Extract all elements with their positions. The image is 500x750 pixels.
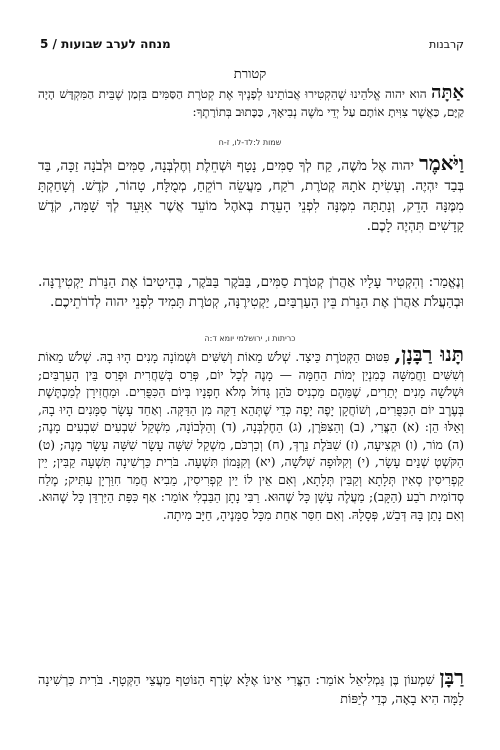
verse-paragraph: [38, 153, 464, 236]
page-header: [40, 34, 464, 54]
intro-paragraph: [38, 84, 464, 121]
section-title: קטורת: [233, 67, 267, 82]
baraita-paragraph: [38, 342, 465, 524]
intro-lead-word: אַתָּה: [431, 82, 464, 103]
source-citation-2: כריתות ו, ירושלמי יומא ד:ה: [204, 334, 296, 343]
verse-text: יהוה אֶל מֹשֶׁה, קַח לְךָ סַמִּים, נָטָף וּשְׁחֵלֶת וְחֶלְבְּנָה, סַמִּים וּלְבֹנָה זַכָּה, בַּד בְּבַד יִהְיֶה. וְעָשִׂיתָ אֹתָהּ קְטֹרֶת, רֹקַח, מַעֲשֵׂה רוֹקֵחַ, מְמֻלָּח, טָהוֹר, קֹדֶשׁ. וְשָׁחַקְתָּ מִמֶּנָּה הָדֵק, וְנָתַתָּה מִמֶּנָּה לִפְנֵי הָעֵדֻת בְּאֹהֶל מוֹעֵד אֲשֶׁר אִוָּעֵד לְךָ שָׁמָּה, קֹדֶשׁ קָדָשִׁים תִּהְיֶה לָכֶם.: [38, 158, 464, 234]
rabban-paragraph: [38, 665, 464, 709]
section-header: קרבנות: [428, 37, 464, 51]
baraita-text: פִּטּוּם הַקְּטֹרֶת כֵּיצַד. שְׁלֹשׁ מֵאוֹת וְשִׁשִּׁים וּשְׁמוֹנָה מָנִים הָיוּ בָהּ. שְׁלֹשׁ מֵאוֹת וְשִׁשִּׁים וַחֲמִשָּׁה כְּמִנְיַן יְמוֹת הַחַמָּה — מָנֶה לְכָל יוֹם, פְּרַס בְּשַׁחֲרִית וּפְרַס בֵּין הָעַרְבַּיִם; וּשְׁלֹשָׁה מָנִים יְתֵרִים, שֶׁמֵּהֶם מַכְנִיס כֹּהֵן גָּדוֹל מְלֹא חָפְנָיו בְּיוֹם הַכִּפֻּרִים. וּמַחֲזִירָן לְמַכְתֶּשֶׁת בְּעֶרֶב יוֹם הַכִּפֻּרִים, וְשׁוֹחֲקָן יָפֶה יָפֶה כְּדֵי שֶׁתְּהֵא דַקָּה מִן הַדַּקָּה. וְאַחַד עָשָׂר סַמָּנִים הָיוּ בָהּ, וְאֵלּוּ הֵן: (א) הַצֳּרִי, (ב) וְהַצִּפֹּרֶן, (ג) הַחֶלְבְּנָה, (ד) וְהַלְּבוֹנָה, מִשְׁקַל שִׁבְעִים שִׁבְעִים מָנֶה; (ה) מוֹר, (ו) וּקְצִיעָה, (ז) שִׁבֹּלֶת נֵרְדְּ, (ח) וְכַרְכֹּם, מִשְׁקַל שִׁשָּׁה עָשָׂר שִׁשָּׁה עָשָׂר מָנֶה; (ט) הַקֹּשְׁטְ שְׁנֵים עָשָׂר, (י) וְקִלּוּפָה שְׁלֹשָׁה, (יא) וְקִנָּמוֹן תִּשְׁעָה. בֹּרִית כַּרְשִׁינָה תִּשְׁעָה קַבִּין; יֵין קַפְרִיסִין סְאִין תְּלָתָא וְקַבִּין תְּלָתָא, וְאִם אֵין לוֹ יֵין קַפְרִיסִין, מֵבִיא חֲמַר חִוַּרְיָן עַתִּיק; מֶלַח סְדוֹמִית רֹבַע (הַקָּב); מַעֲלֶה עָשָׁן כָּל שֶׁהוּא. רַבִּי נָתָן הַבַּבְלִי אוֹמֵר: אַף כִּפַּת הַיַּרְדֵּן כָּל שֶׁהוּא. וְאִם נָתַן בָּהּ דְּבַשׁ, פְּסָלָהּ. וְאִם חִסַּר אַחַת מִכָּל סַמָּנֶיהָ, חַיָּב מִיתָה.: [38, 350, 464, 522]
rabban-lead-word: רַבָּן: [439, 665, 464, 689]
page-number-header: מנחה לערב שבועות / 5: [40, 37, 171, 51]
baraita-lead-word: תָּנוּ רַבָּנָן,: [394, 342, 465, 366]
verse-lead-word: וַיֹּאמֶר: [419, 151, 464, 175]
source-citation: שמות ל:לד-לו, ז-ח: [218, 138, 282, 147]
rabban-text: שִׁמְעוֹן בֶּן גַּמְלִיאֵל אוֹמֵר: הַצֳּרִי אֵינוֹ אֶלָּא שְׂרָף הַנּוֹטֵף מֵעֲצֵי הַקְּטָף. בֹּרִית כַּרְשִׁינָה לָמָּה הִיא בָאָה, כְּדֵי לְיַפּוֹת: [38, 673, 464, 707]
verse2-paragraph: וְנֶאֱמַר: וְהִקְטִיר עָלָיו אַהֲרֹן קְטֹרֶת סַמִּים, בַּבֹּקֶר בַּבֹּקֶר, בְּהֵיטִיבוֹ אֶת הַנֵּרֹת יַקְטִירֶנָּה. וּבְהַעֲלֹת אַהֲרֹן אֶת הַנֵּרֹת בֵּין הָעַרְבַּיִם, יַקְטִירֶנָּה, קְטֹרֶת תָּמִיד לִפְנֵי יהוה לְדֹרֹתֵיכֶם.: [38, 274, 464, 310]
intro-text: הוא יהוה אֱלֹהֵינוּ שֶׁהִקְטִירוּ אֲבוֹתֵינוּ לְפָנֶיךָ אֶת קְטֹרֶת הַסַּמִּים בִּזְמַן שֶׁבֵּית הַמִּקְדָּשׁ הָיָה קַיָּם, כַּאֲשֶׁר צִוִּיתָ אוֹתָם עַל יְדֵי מֹשֶׁה נְבִיאָךְ, כַּכָּתוּב בְּתוֹרָתֶךָ:: [38, 87, 464, 119]
